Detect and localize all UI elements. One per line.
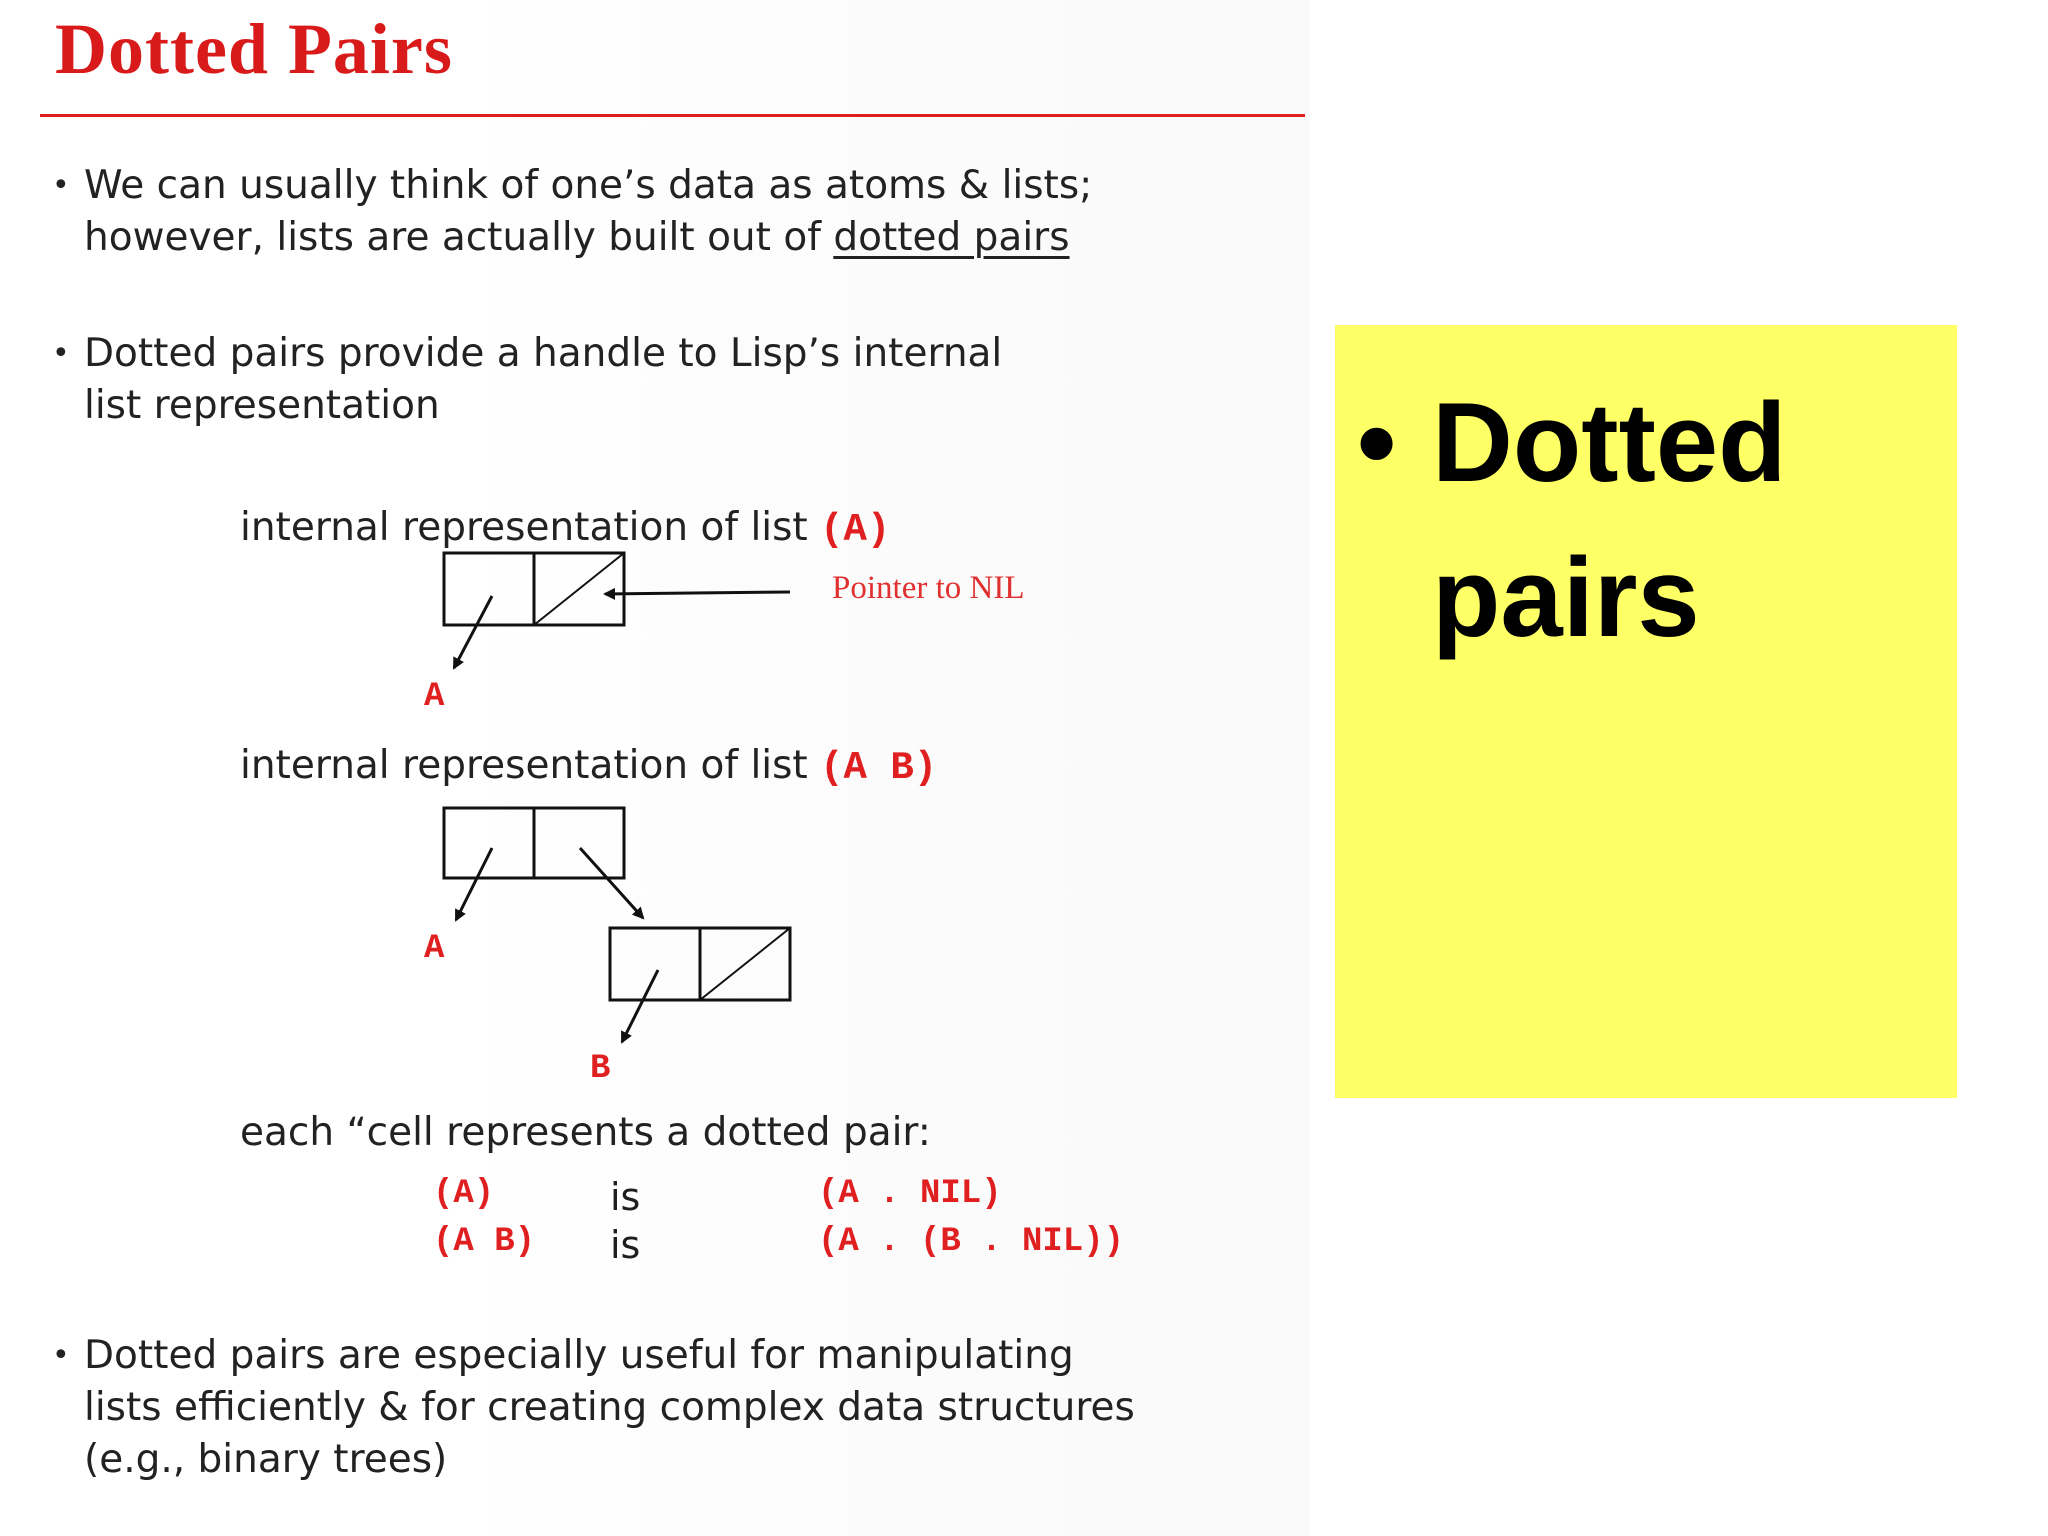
note-bullet-dot: • [1357, 380, 1397, 505]
bullet-useful [52, 1330, 1135, 1486]
dotted-pair-notation: (A . (B . NIL)) [818, 1223, 1125, 1261]
bullet-line: lists efficiently & for creating complex data structures [84, 1385, 1135, 1430]
sticky-note [1335, 325, 1957, 1098]
is-word: is [610, 1223, 641, 1267]
caption-text: internal representation of list [240, 505, 821, 550]
bullet-line: list representation [84, 383, 440, 428]
caption-code: (A) [820, 508, 891, 552]
bullet-line: We can usually think of one’s data as atoms & lists; [84, 163, 1093, 208]
note-text: Dotted pairs [1432, 380, 1787, 660]
dotted-pair-notation: (A . NIL) [818, 1175, 1002, 1213]
bullet-dot: • [52, 1338, 70, 1373]
slide-title: Dotted Pairs [55, 9, 453, 89]
atom-b-label: B [590, 1050, 611, 1088]
pointer-to-nil-label: Pointer to NIL [832, 570, 1025, 606]
bullet-dot: • [52, 168, 70, 203]
atom-a-label: A [424, 678, 445, 716]
cons-cell-a [444, 553, 790, 668]
dotted-pairs-term: dotted pairs [833, 215, 1070, 260]
atom-a-label: A [424, 930, 445, 968]
cons-cell-a-b-first [444, 808, 643, 920]
bullet-dot: • [52, 336, 70, 371]
list-notation: (A) [433, 1175, 495, 1213]
caption-text: internal representation of list [240, 743, 821, 788]
cells-caption: each “cell represents a dotted pair: [240, 1110, 931, 1155]
bullet-text: however, lists are actually built out of [84, 215, 834, 260]
list-notation: (A B) [433, 1223, 536, 1261]
note-bullet [1357, 365, 1912, 675]
cons-cell-a-b-second [610, 928, 790, 1042]
is-word: is [610, 1175, 641, 1219]
bullet-line: Dotted pairs provide a handle to Lisp’s internal [84, 331, 1003, 376]
caption-code: (A B) [820, 746, 938, 790]
bullet-line: Dotted pairs are especially useful for manipulating [84, 1333, 1074, 1378]
bullet-line: (e.g., binary trees) [84, 1437, 448, 1482]
